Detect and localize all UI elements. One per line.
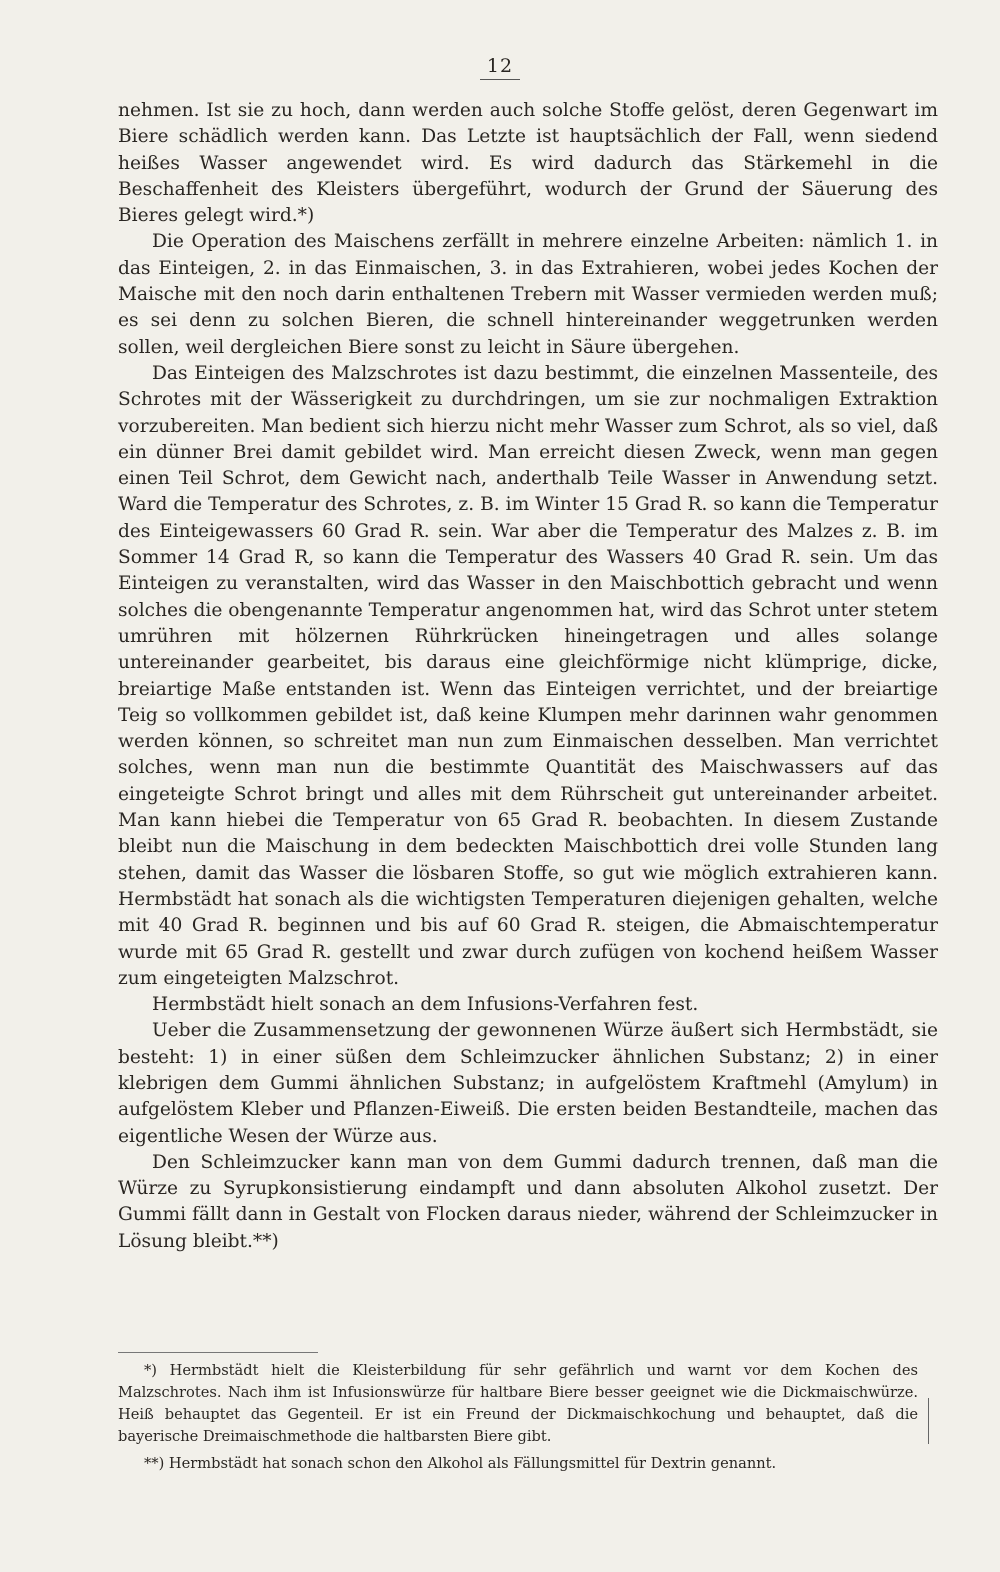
paragraph-schleimzucker: Den Schleimzucker kann man von dem Gummi dadurch trennen, daß man die Würze zu Syrupkonsistierung eindampft und dann absoluten Alkohol zusetzt. Der Gummi fällt dann in Gestalt von Flocken daraus nieder, während der Schleimzucker in Lösung bleibt.**) xyxy=(118,1151,938,1252)
paragraph-continuation: nehmen. Ist sie zu hoch, dann werden auch solche Stoffe gelöst, deren Gegenwart im Biere schädlich werden kann. Das Letzte ist hauptsächlich der Fall, wenn siedend heißes Wasser angewendet wird. Es wird dadurch das Stärkemehl in die Beschaffenheit des Kleisters übergeführt, wodurch der Grund der Säuerung des Bieres gelegt wird.*) xyxy=(118,100,938,227)
page-number xyxy=(0,55,1000,80)
footnote-divider xyxy=(118,1352,318,1353)
paragraph-wuerze-composition: Ueber die Zusammensetzung der gewonnenen Würze äußert sich Hermbstädt, sie besteht: 1) in einer süßen dem Schleimzucker ähnlichen Substanz; 2) in einer klebrigen dem Gummi ähnlichen Substanz; in aufgelöstem Kraftmehl (Amylum) in aufgelöstem Kleber und Pflanzen-Eiweiß. Die ersten beiden Bestandteile, machen das eigentliche Wesen der Würze aus. xyxy=(118,1020,938,1147)
footnote-1: *) Hermbstädt hielt die Kleisterbildung für sehr gefährlich und warnt vor dem Kochen des Malzschrotes. Nach ihm ist Infusionswürze für haltbare Biere besser geeignet wie die Dickmaischwürze. Heiß behauptet das Gegenteil. Er ist ein Freund der Dickmaischkochung und behauptet, daß die bayerische Dreimaischmethode die haltbarsten Biere gibt. xyxy=(118,1362,918,1445)
paragraph-infusion: Hermbstädt hielt sonach an dem Infusions-Verfahren fest. xyxy=(152,994,699,1016)
margin-mark xyxy=(928,1398,929,1444)
footnotes xyxy=(118,1360,918,1475)
page-number-rule xyxy=(480,79,520,80)
footnote-2: **) Hermbstädt hat sonach schon den Alkohol als Fällungsmittel für Dextrin genannt. xyxy=(144,1455,777,1472)
page-number-text: 12 xyxy=(486,55,514,77)
paragraph-maischen-operation: Die Operation des Maischens zerfällt in mehrere einzelne Arbeiten: nämlich 1. in das Einteigen, 2. in das Einmaischen, 3. in das Extrahieren, wobei jedes Kochen der Maische mit den noch darin enthaltenen Trebern mit Wasser vermieden werden muß; es sei denn zu solchen Bieren, die schnell hintereinander weggetrunken werden sollen, weil dergleichen Biere sonst zu leicht in Säure übergehen. xyxy=(118,231,938,358)
paragraph-einteigen: Das Einteigen des Malzschrotes ist dazu bestimmt, die einzelnen Massenteile, des Schrotes mit der Wässerigkeit zu durchdringen, um sie zur nochmaligen Extraktion vorzubereiten. Man bedient sich hierzu nicht mehr Wasser zum Schrot, als so viel, daß ein dünner Brei damit gebildet wird. Man erreicht diesen Zweck, wenn man gegen einen Teil Schrot, dem Gewicht nach, anderthalb Teile Wasser in Anwendung setzt. Ward die Temperatur des Schrotes, z. B. im Winter 15 Grad R. so kann die Temperatur des Einteigewassers 60 Grad R. sein. War aber die Temperatur des Malzes z. B. im Sommer 14 Grad R, so kann die Temperatur des Wassers 40 Grad R. sein. Um das Einteigen zu veranstalten, wird das Wasser in den Maischbottich gebracht und wenn solches die obengenannte Temperatur angenommen hat, wird das Schrot unter stetem umrühren mit hölzernen Rührkrücken hineingetragen und alles solange untereinander gearbeitet, bis daraus eine gleichförmige nicht klümprige, dicke, breiartige Maße entstanden ist. Wenn das Einteigen verrichtet, und der breiartige Teig so vollkommen gebildet ist, daß keine Klumpen mehr darinnen wahr genommen werden können, so schreitet man nun zum Einmaischen desselben. Man verrichtet solches, wenn man nun die bestimmte Quantität des Maischwassers auf das eingeteigte Schrot bringt und alles mit dem Rührscheit gut untereinander arbeitet. Man kann hiebei die Temperatur von 65 Grad R. beobachten. In diesem Zustande bleibt nun die Maischung in dem bedeckten Maischbottich drei volle Stunden lang stehen, damit das Wasser die lösbaren Stoffe, so gut wie möglich extrahieren kann. Hermbstädt hat sonach als die wichtigsten Temperaturen diejenigen gehalten, welche mit 40 Grad R. beginnen und bis auf 60 Grad R. steigen, die Abmaischtemperatur wurde mit 65 Grad R. gestellt und zwar durch zufügen von kochend heißem Wasser zum eingeteigten Malzschrot. xyxy=(118,362,938,989)
body-text xyxy=(118,98,938,1255)
